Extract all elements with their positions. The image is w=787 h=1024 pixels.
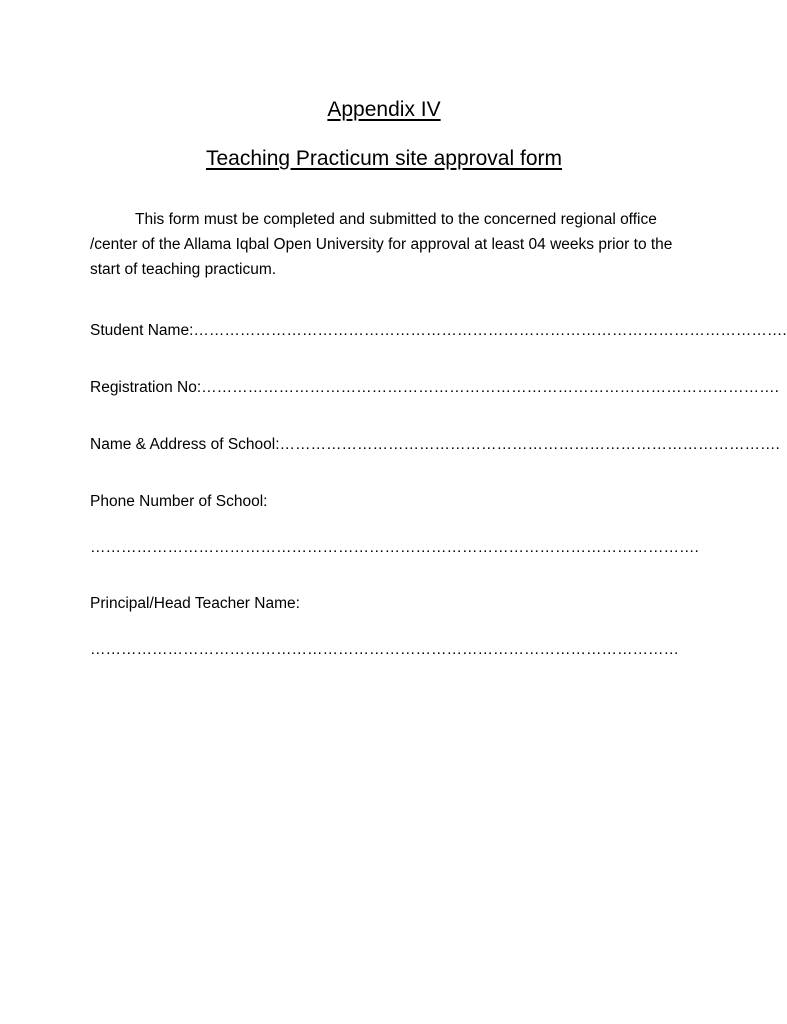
school-name-address-blank: ……………………………………………………………………………………. bbox=[279, 436, 780, 453]
school-phone-blank: ………………………………………………………………………………………………………. bbox=[90, 539, 699, 556]
intro-paragraph: This form must be completed and submitted to the concerned regional office /center of the Allama Iqbal Open University for approval at least 04 weeks prior to the start of teaching practicum. bbox=[90, 210, 673, 278]
student-name-blank: ……………………………………………………………………………………………………. bbox=[193, 322, 787, 339]
student-name-label: Student Name: bbox=[90, 322, 194, 339]
principal-name-label: Principal/Head Teacher Name: bbox=[90, 595, 300, 612]
appendix-heading: Appendix IV bbox=[327, 98, 441, 121]
school-name-address-field bbox=[90, 434, 780, 456]
student-name-field bbox=[90, 320, 787, 342]
form-title: Teaching Practicum site approval form bbox=[206, 147, 562, 170]
registration-no-blank: …………………………………………………………………………………………………. bbox=[201, 379, 779, 396]
school-name-address-label: Name & Address of School: bbox=[90, 436, 280, 453]
school-phone-label: Phone Number of School: bbox=[90, 493, 268, 510]
registration-no-label: Registration No: bbox=[90, 379, 202, 396]
registration-no-field bbox=[90, 377, 779, 399]
principal-name-blank: …………………………………………………………………………………………………… bbox=[90, 641, 679, 658]
